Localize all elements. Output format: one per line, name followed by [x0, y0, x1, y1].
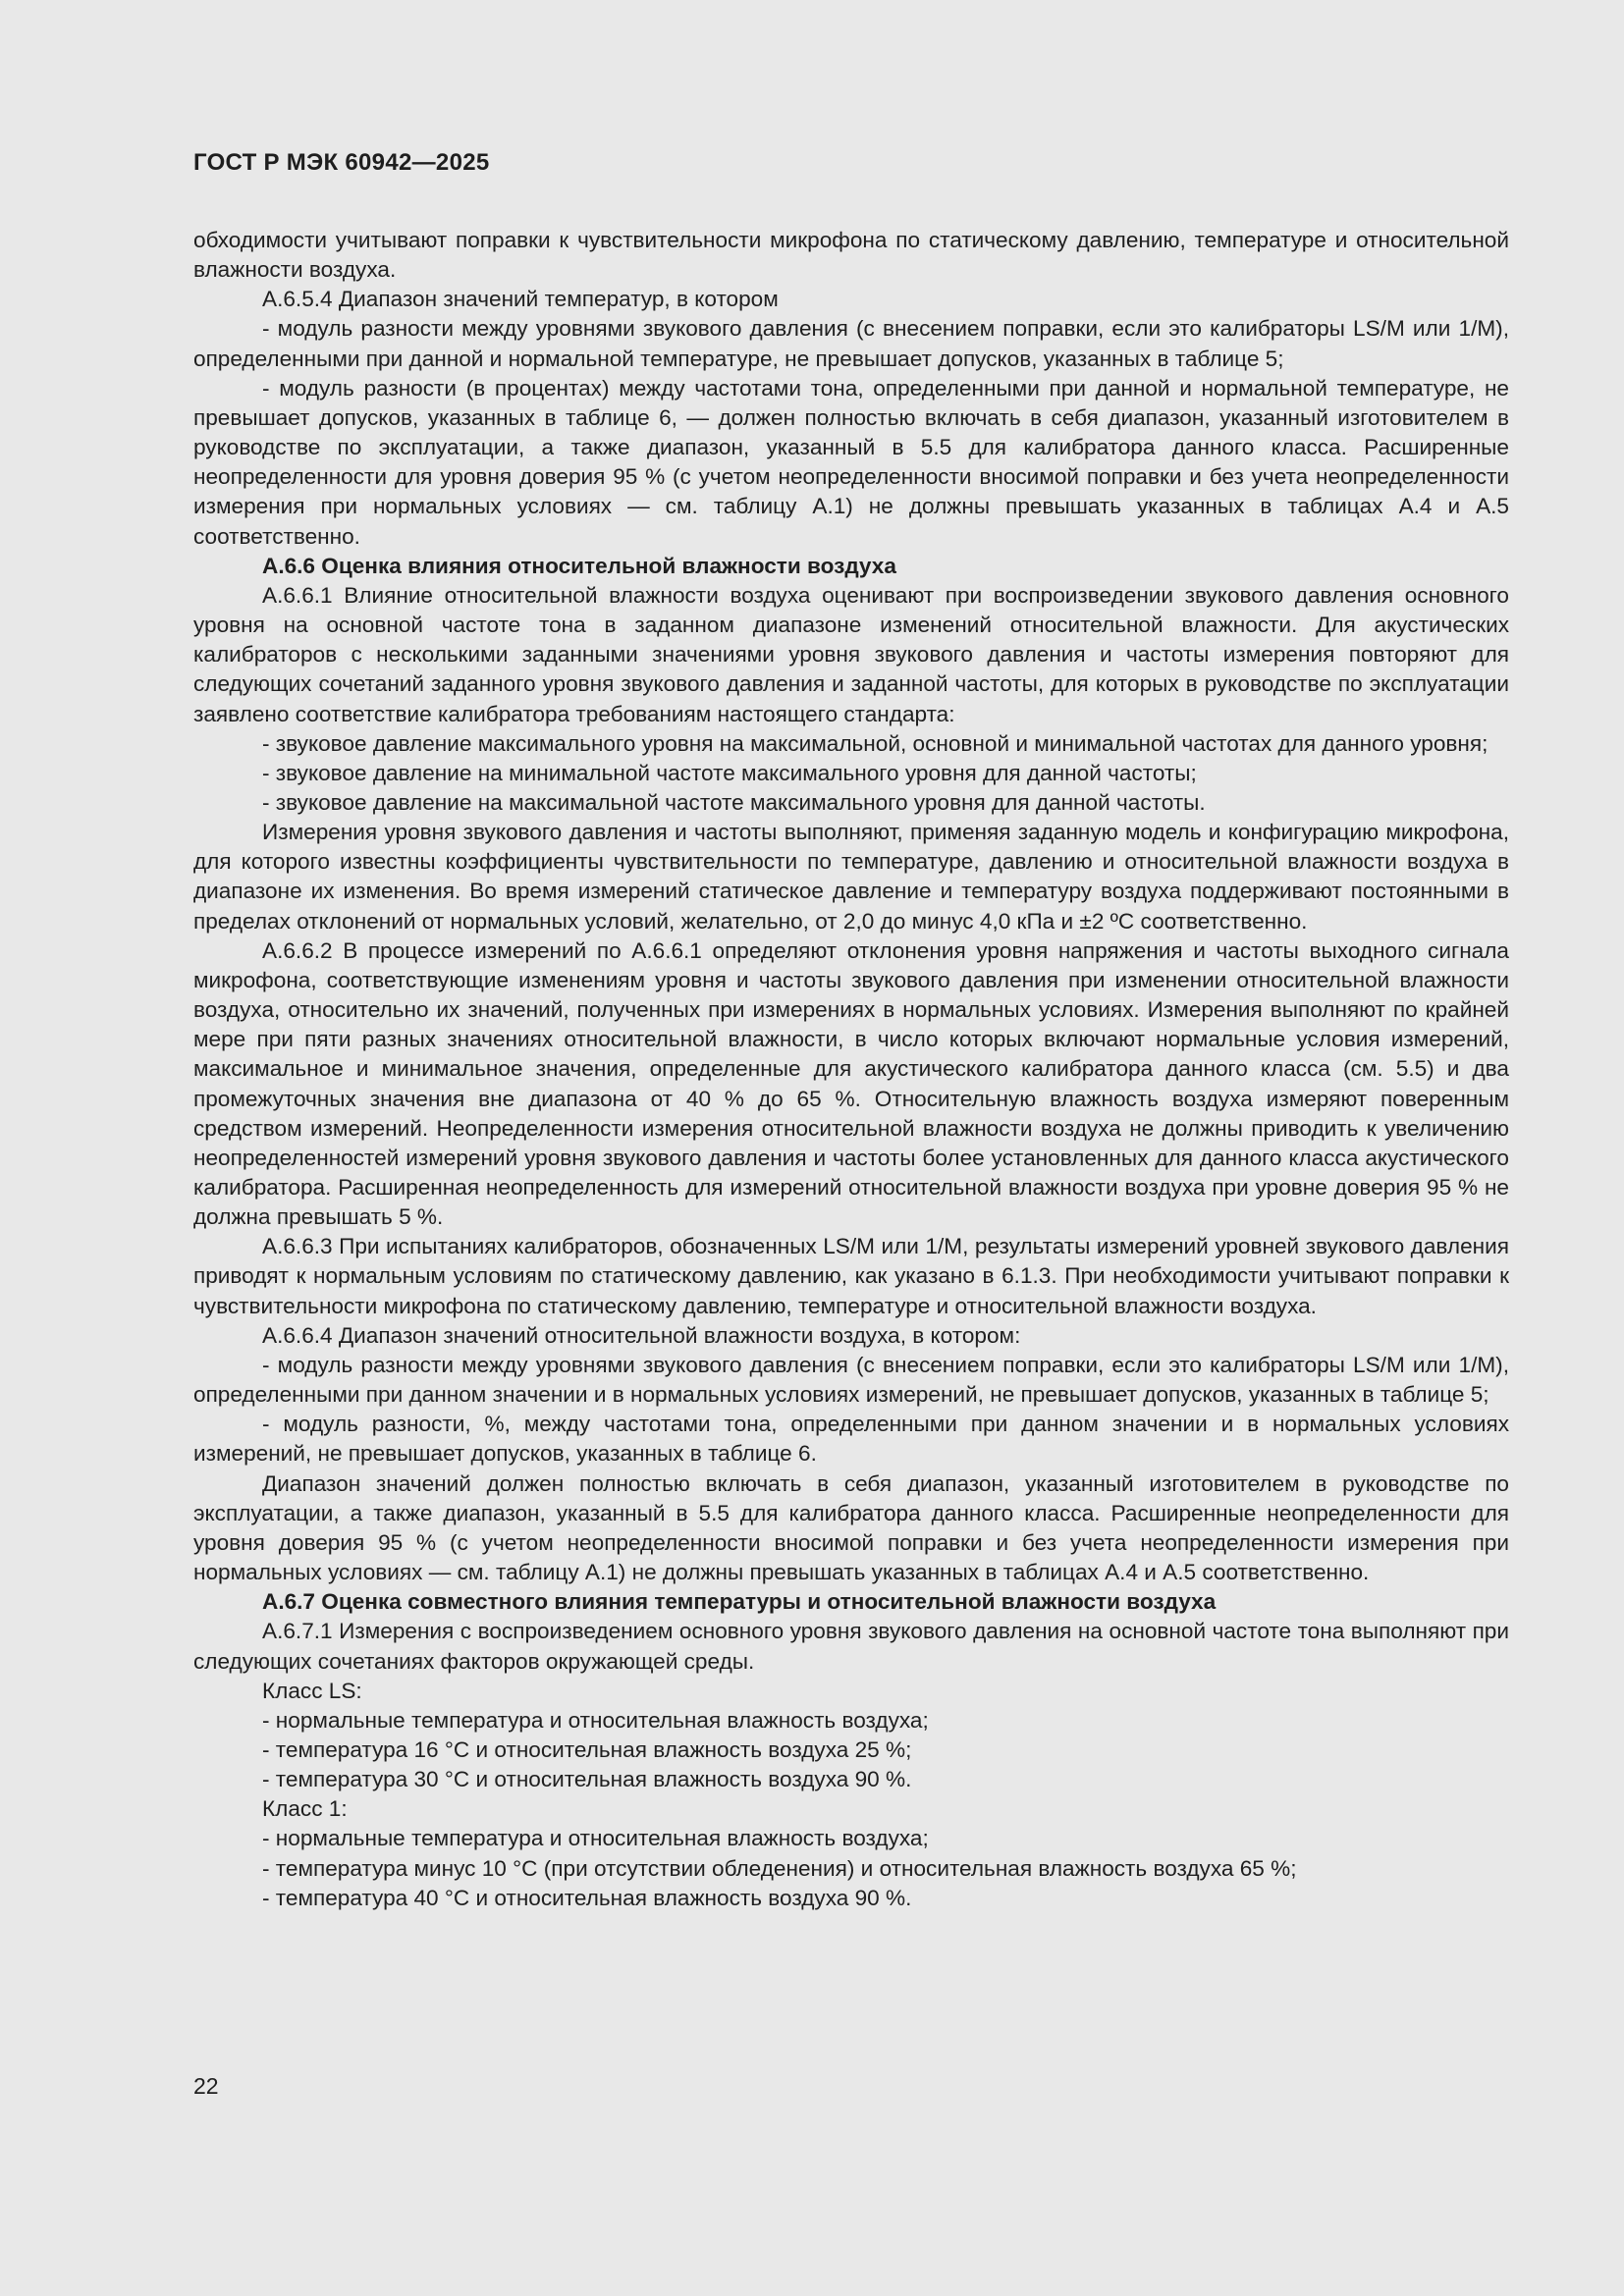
paragraph: обходимости учитывают поправки к чувствительности микрофона по статическому давлению, температуре и относительной влажности воздуха. [193, 228, 1509, 283]
list-item: - нормальные температура и относительная влажность воздуха; [262, 1826, 929, 1851]
paragraph: А.6.6.1 Влияние относительной влажности воздуха оценивают при воспроизведении звукового давления основного уровня на основной частоте тона в заданном диапазоне изменений относительной влажности. Для акустических калибраторов с несколькими заданными значениями уровня звукового давления и частоты измерения повторяют для следующих сочетаний заданного уровня звукового давления и заданной частоты, для которых в руководстве по эксплуатации заявлено соответствие калибратора требованиям настоящего стандарта: [193, 582, 1509, 726]
list-item: - температура 40 °С и относительная влажность воздуха 90 %. [262, 1885, 912, 1910]
paragraph: Измерения уровня звукового давления и частоты выполняют, применяя заданную модель и конфигурацию микрофона, для которого известны коэффициенты чувствительности по температуре, давлению и относительной влажности воздуха в диапазоне их изменения. Во время измерений статическое давление и температуру воздуха поддерживают постоянными в пределах отклонений от нормальных условий, желательно, от 2,0 до минус 4,0 кПа и ±2 ºС соответственно. [193, 820, 1509, 934]
list-item: - звуковое давление на максимальной частоте максимального уровня для данной частоты. [262, 789, 1206, 815]
list-item: - модуль разности (в процентах) между частотами тона, определенными при данной и нормальной температуре, не превышает допусков, указанных в таблице 6, — должен полностью включать в себя диапазон, указанный изготовителем в руководстве по эксплуатации, а также диапазон, указанный в 5.5 для калибратора данного класса. Расширенные неопределенности для уровня доверия 95 % (с учетом неопределенности вносимой поправки и без учета неопределенности измерения при нормальных условиях — см. таблицу А.1) не должны превышать указанных в таблицах А.4 и А.5 соответственно. [193, 375, 1509, 549]
clause-heading: А.6.5.4 Диапазон значений температур, в котором [262, 287, 779, 312]
section-heading: А.6.6 Оценка влияния относительной влажности воздуха [262, 553, 896, 578]
list-item: - звуковое давление максимального уровня на максимальной, основной и минимальной частотах для данного уровня; [262, 730, 1489, 756]
list-item: - звуковое давление на минимальной частоте максимального уровня для данной частоты; [262, 760, 1197, 785]
section-heading: А.6.7 Оценка совместного влияния температуры и относительной влажности воздуха [262, 1589, 1217, 1615]
document-header: ГОСТ Р МЭК 60942—2025 [193, 149, 490, 176]
list-item: - температура минус 10 °С (при отсутствии обледенения) и относительная влажность воздуха 65 %; [262, 1855, 1297, 1881]
paragraph: А.6.7.1 Измерения с воспроизведением основного уровня звукового давления на основной частоте тона выполняют при следующих сочетаниях факторов окружающей среды. [193, 1619, 1509, 1674]
clause-heading: А.6.6.4 Диапазон значений относительной влажности воздуха, в котором: [262, 1322, 1021, 1348]
class-label: Класс 1: [262, 1796, 348, 1822]
list-item: - температура 16 °С и относительная влажность воздуха 25 %; [262, 1736, 912, 1762]
page-number: 22 [193, 2073, 219, 2099]
document-body [193, 226, 1509, 1913]
paragraph: А.6.6.3 При испытаниях калибраторов, обозначенных LS/M или 1/M, результаты измерений уровней звукового давления приводят к нормальным условиям по статическому давлению, как указано в 6.1.3. При необходимости учитывают поправки к чувствительности микрофона по статическому давлению, температуре и относительной влажности воздуха. [193, 1234, 1509, 1318]
list-item: - нормальные температура и относительная влажность воздуха; [262, 1707, 929, 1733]
list-item: - модуль разности между уровнями звукового давления (с внесением поправки, если это калибраторы LS/M или 1/M), определенными при данной и нормальной температуре, не превышает допусков, указанных в таблице 5; [193, 316, 1509, 371]
list-item: - модуль разности, %, между частотами тона, определенными при данном значении и в нормальных условиях измерений, не превышает допусков, указанных в таблице 6. [193, 1412, 1509, 1467]
list-item: - модуль разности между уровнями звукового давления (с внесением поправки, если это калибраторы LS/M или 1/M), определенными при данном значении и в нормальных условиях измерений, не превышает допусков, указанных в таблице 5; [193, 1352, 1509, 1408]
paragraph: Диапазон значений должен полностью включать в себя диапазон, указанный изготовителем в руководстве по эксплуатации, а также диапазон, указанный в 5.5 для калибратора данного класса. Расширенные неопределенности для уровня доверия 95 % (с учетом неопределенности вносимой поправки и без учета неопределенности измерения при нормальных условиях — см. таблицу А.1) не должны превышать указанных в таблицах А.4 и А.5 соответственно. [193, 1470, 1509, 1585]
list-item: - температура 30 °С и относительная влажность воздуха 90 %. [262, 1767, 912, 1792]
paragraph: А.6.6.2 В процессе измерений по А.6.6.1 определяют отклонения уровня напряжения и частоты выходного сигнала микрофона, соответствующие изменениям уровня и частоты звукового давления при изменении относительной влажности воздуха, относительно их значений, полученных при измерениях в нормальных условиях. Измерения выполняют по крайней мере при пяти разных значениях относительной влажности, в число которых включают нормальные условия измерений, максимальное и минимальное значения, определенные для акустического калибратора данного класса (см. 5.5) и два промежуточных значения вне диапазона от 40 % до 65 %. Относительную влажность воздуха измеряют поверенным средством измерений. Неопределенности измерения относительной влажности воздуха не должны приводить к увеличению неопределенностей измерений уровня звукового давления и частоты более установленных для данного класса акустического калибратора. Расширенная неопределенность для измерений относительной влажности воздуха при уровне доверия 95 % не должна превышать 5 %. [193, 937, 1509, 1230]
class-label: Класс LS: [262, 1678, 362, 1703]
